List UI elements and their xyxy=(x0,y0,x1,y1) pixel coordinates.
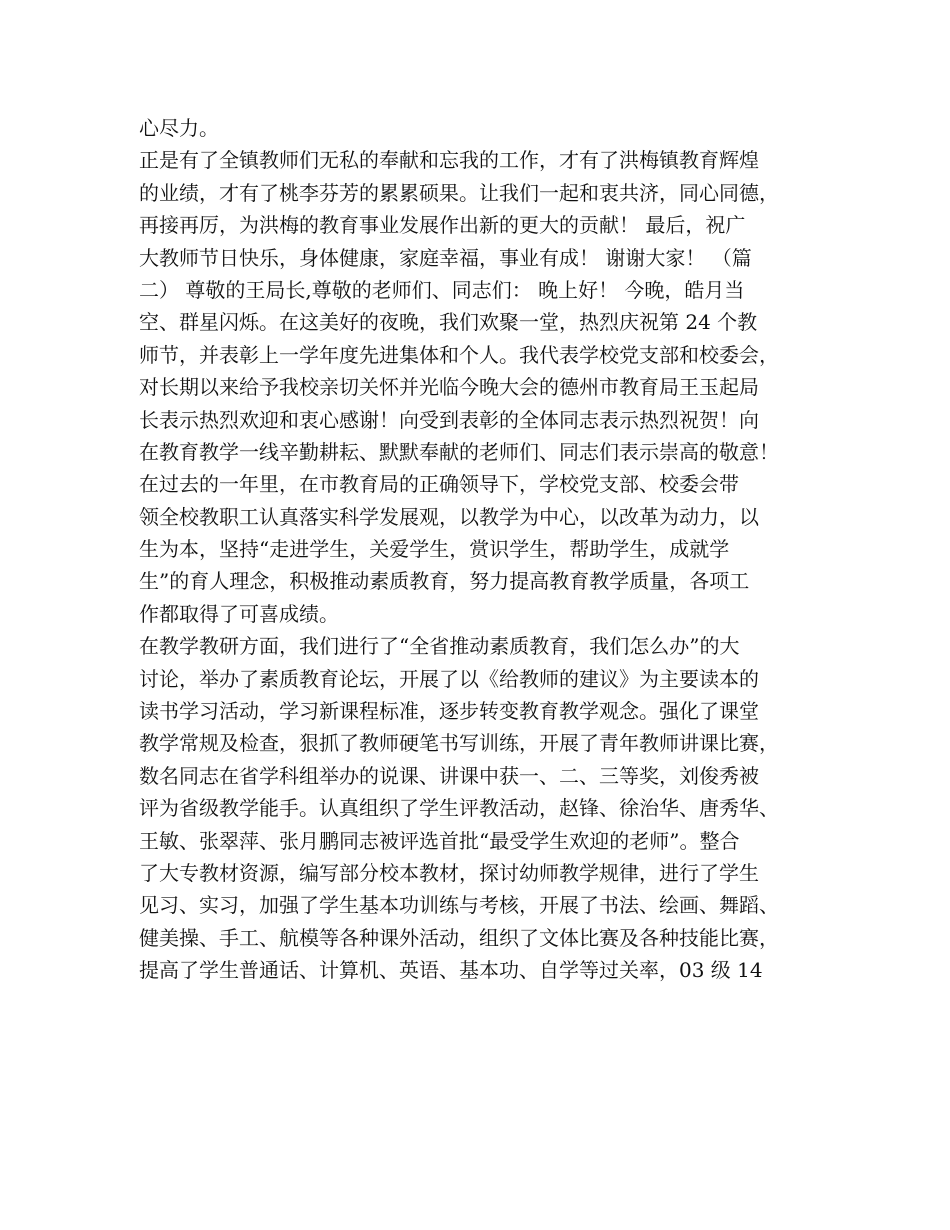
text-line: 大教师节日快乐，身体健康，家庭幸福，事业有成！ 谢谢大家！ （篇 xyxy=(139,245,752,270)
text-line: 长表示热烈欢迎和衷心感谢！向受到表彰的全体同志表示热烈祝贺！向 xyxy=(139,407,759,432)
text-line: 见习、实习，加强了学生基本功训练与考核，开展了书法、绘画、舞蹈、 xyxy=(139,893,779,918)
text-line: 师节，并表彰上一学年度先进集体和个人。我代表学校党支部和校委会， xyxy=(139,342,779,367)
text-line: 在过去的一年里，在市教育局的正确领导下，学校党支部、校委会带 xyxy=(139,472,739,497)
text-line: 的业绩，才有了桃李芬芳的累累硕果。让我们一起和衷共济，同心同德， xyxy=(139,180,779,205)
text-line: 作都取得了可喜成绩。 xyxy=(139,601,339,626)
text-line: 提高了学生普通话、计算机、英语、基本功、自学等过关率，03 级 14 xyxy=(139,958,763,983)
text-line: 读书学习活动，学习新课程标准，逐步转变教育教学观念。强化了课堂 xyxy=(139,699,759,724)
text-line: 评为省级教学能手。认真组织了学生评教活动，赵锋、徐治华、唐秀华、 xyxy=(139,796,779,821)
text-line: 空、群星闪烁。在这美好的夜晚，我们欢聚一堂，热烈庆祝第 24 个教 xyxy=(139,310,758,335)
body-text xyxy=(139,112,839,987)
text-line: 对长期以来给予我校亲切关怀并光临今晚大会的德州市教育局王玉起局 xyxy=(139,375,759,400)
text-line: 教学常规及检查，狠抓了教师硬笔书写训练，开展了青年教师讲课比赛， xyxy=(139,731,779,756)
text-line: 生为本，坚持“走进学生，关爱学生，赏识学生，帮助学生，成就学 xyxy=(139,537,730,562)
text-line: 王敏、张翠萍、张月鹏同志被评选首批“最受学生欢迎的老师”。整合 xyxy=(139,828,740,853)
text-line: 在教学教研方面，我们进行了“全省推动素质教育，我们怎么办”的大 xyxy=(139,634,740,659)
text-line: 二） 尊敬的王局长,尊敬的老师们、同志们： 晚上好！ 今晚，皓月当 xyxy=(139,277,745,302)
text-line: 数名同志在省学科组举办的说课、讲课中获一、二、三等奖，刘俊秀被 xyxy=(139,763,759,788)
text-line: 在教育教学一线辛勤耕耘、默默奉献的老师们、同志们表示崇高的敬意！ xyxy=(139,439,779,464)
text-line: 健美操、手工、航模等各种课外活动，组织了文体比赛及各种技能比赛， xyxy=(139,925,779,950)
text-line: 正是有了全镇教师们无私的奉献和忘我的工作，才有了洪梅镇教育辉煌 xyxy=(139,148,759,173)
text-line: 领全校教职工认真落实科学发展观，以教学为中心，以改革为动力，以 xyxy=(139,504,759,529)
text-line: 讨论，举办了素质教育论坛，开展了以《给教师的建议》为主要读本的 xyxy=(139,666,759,691)
text-line: 再接再厉，为洪梅的教育事业发展作出新的更大的贡献！ 最后，祝广 xyxy=(139,213,746,238)
text-line: 了大专教材资源，编写部分校本教材，探讨幼师教学规律，进行了学生 xyxy=(139,860,759,885)
text-line: 生”的育人理念，积极推动素质教育，努力提高教育教学质量，各项工 xyxy=(139,569,750,594)
text-line: 心尽力。 xyxy=(139,116,219,140)
